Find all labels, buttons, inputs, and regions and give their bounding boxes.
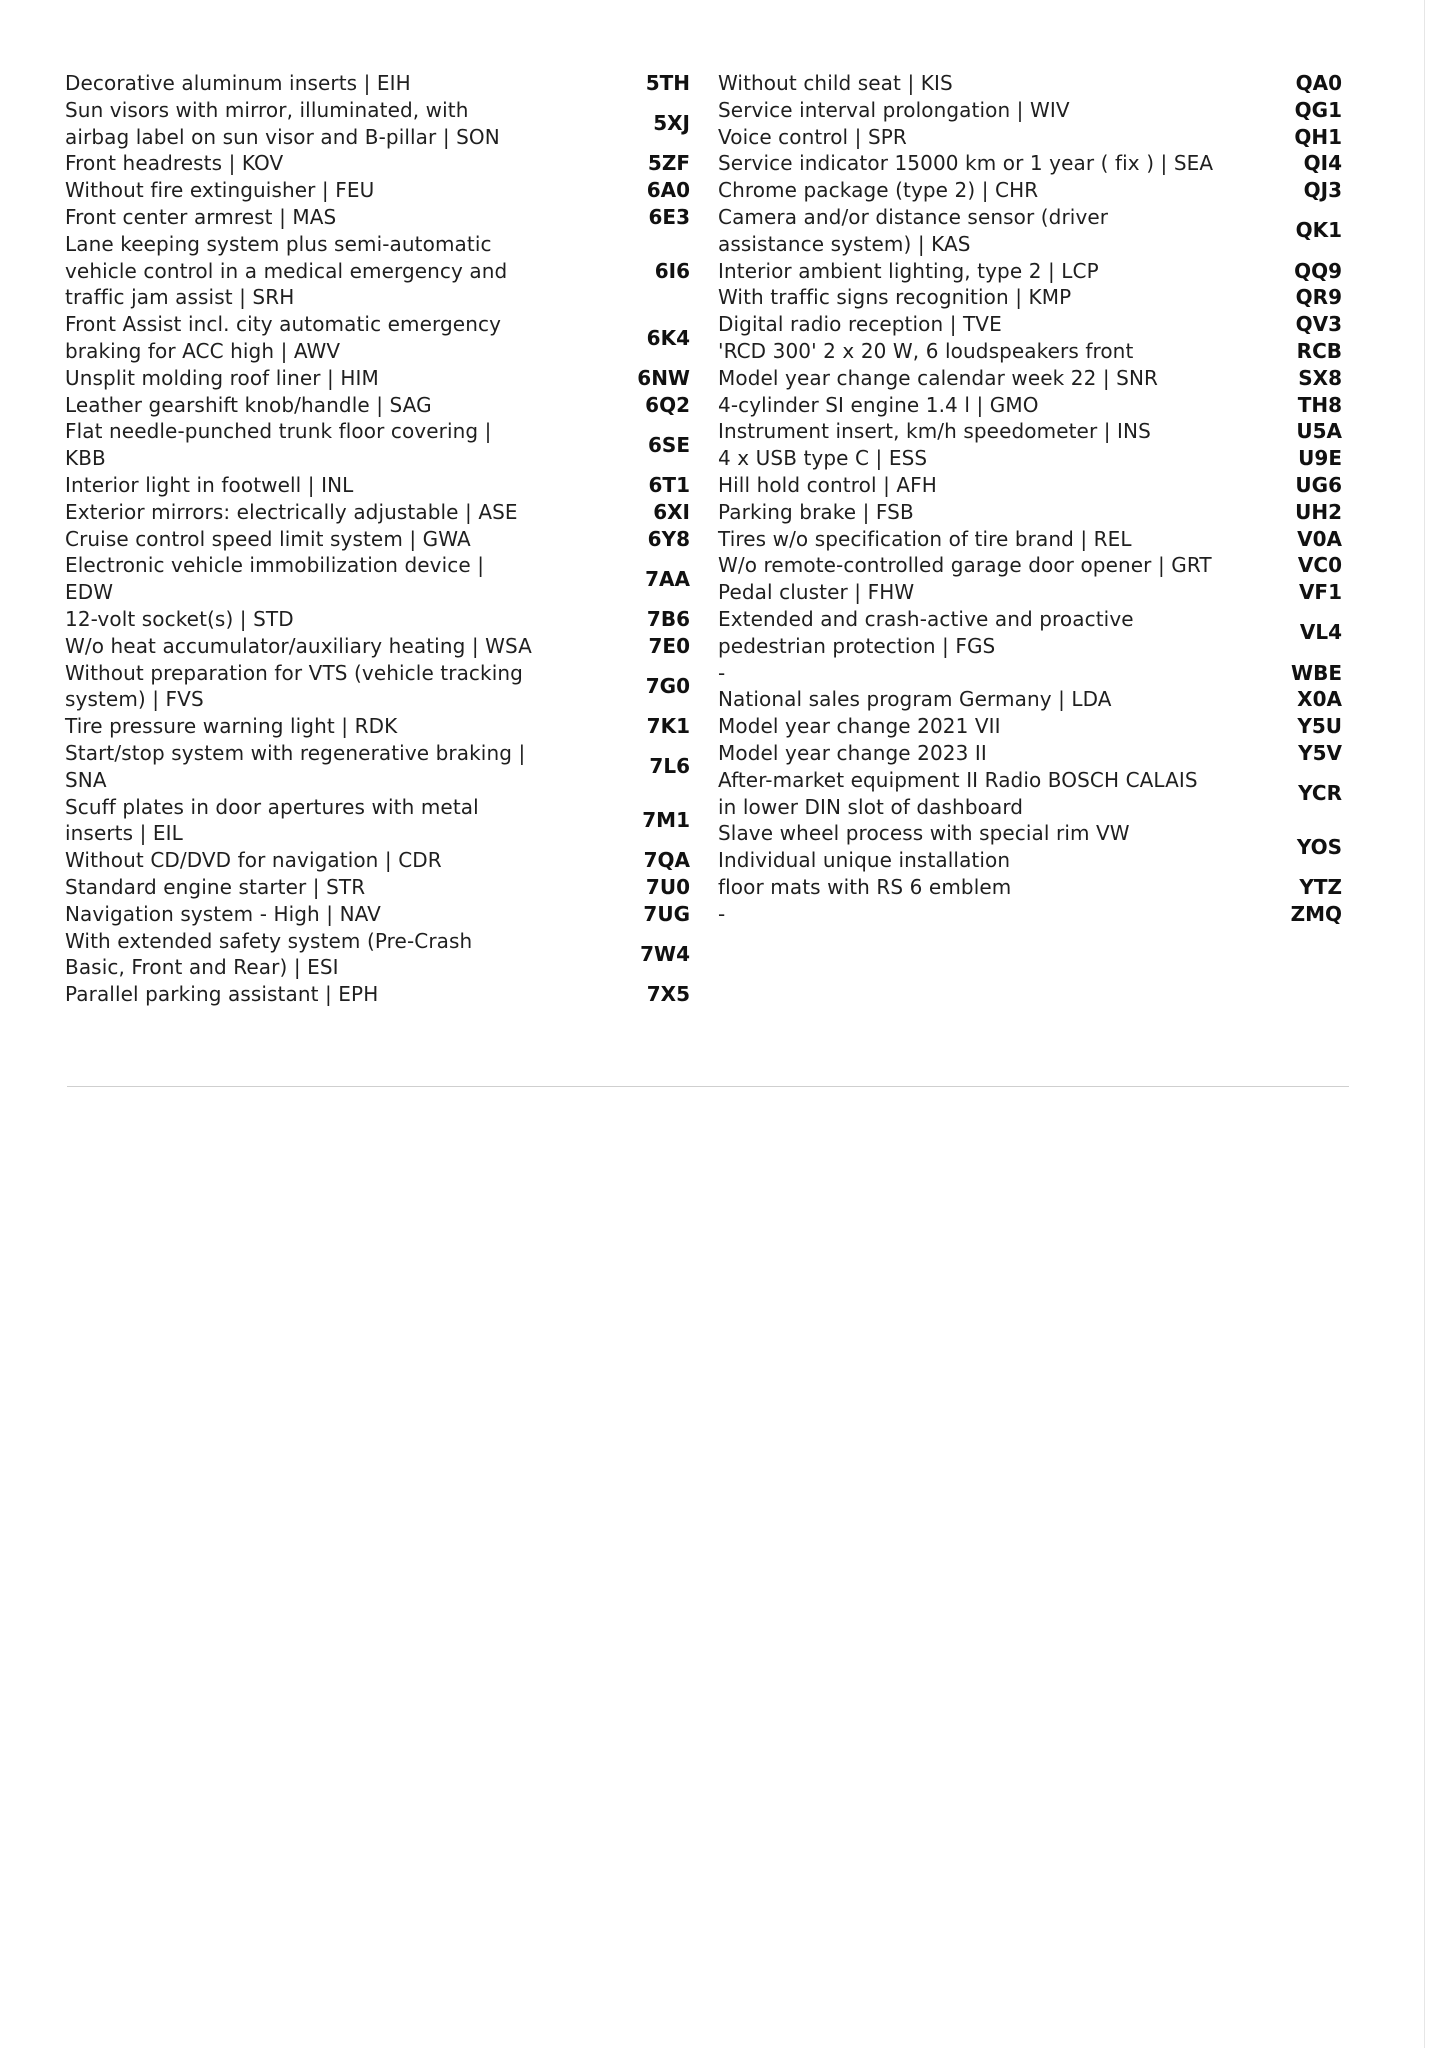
equipment-row (65, 660, 690, 714)
equipment-description: 4 x USB type C | ESS (718, 446, 928, 471)
equipment-description: Sun visors with mirror, illuminated, with airbag label on sun visor and B-pillar | SON (65, 97, 500, 149)
equipment-code: 7AA (645, 566, 690, 591)
equipment-row (718, 338, 1342, 365)
equipment-code: 7UG (643, 901, 690, 926)
equipment-code: VL4 (1299, 620, 1342, 645)
equipment-description: W/o heat accumulator/auxiliary heating | WSA (65, 633, 532, 658)
equipment-description: Camera and/or distance sensor (driver assistance system) | KAS (718, 204, 1109, 256)
equipment-description: Tire pressure warning light | RDK (65, 714, 398, 739)
equipment-description: - (718, 660, 726, 685)
equipment-code: Y5V (1298, 740, 1342, 765)
equipment-row (65, 981, 690, 1008)
equipment-row (718, 874, 1342, 901)
equipment-row (65, 552, 690, 606)
equipment-code: QH1 (1294, 124, 1342, 149)
equipment-row (718, 740, 1342, 767)
equipment-row (718, 365, 1342, 392)
equipment-row (65, 70, 690, 97)
equipment-code: 7X5 (646, 982, 690, 1007)
equipment-code: 6SE (648, 432, 690, 457)
equipment-row (718, 606, 1342, 660)
equipment-row (718, 177, 1342, 204)
equipment-code: 7G0 (645, 673, 690, 698)
equipment-description: floor mats with RS 6 emblem (718, 874, 1012, 899)
equipment-description: Model year change 2023 II (718, 740, 987, 765)
equipment-row (718, 526, 1342, 553)
equipment-description: After-market equipment II Radio BOSCH CALAIS in lower DIN slot of dashboard (718, 767, 1198, 819)
equipment-description: Leather gearshift knob/handle | SAG (65, 392, 432, 417)
equipment-row (718, 97, 1342, 124)
equipment-code: 7QA (643, 848, 690, 873)
equipment-code: 6I6 (654, 258, 690, 283)
equipment-row (718, 579, 1342, 606)
equipment-code: QA0 (1295, 71, 1342, 95)
equipment-description: Interior ambient lighting, type 2 | LCP (718, 258, 1099, 283)
equipment-row (65, 526, 690, 553)
equipment-description: Flat needle-punched trunk floor covering | KBB (65, 419, 492, 471)
equipment-row (718, 499, 1342, 526)
equipment-code: Y5U (1297, 714, 1342, 739)
equipment-code: UH2 (1295, 499, 1342, 524)
equipment-description: Model year change calendar week 22 | SNR (718, 365, 1159, 390)
equipment-code: 5TH (645, 71, 690, 95)
equipment-description: Electronic vehicle immobilization device | EDW (65, 553, 485, 605)
equipment-row (65, 472, 690, 499)
equipment-code: X0A (1297, 687, 1342, 712)
equipment-description: Chrome package (type 2) | CHR (718, 178, 1039, 203)
equipment-code: YOS (1296, 834, 1342, 859)
equipment-row (718, 124, 1342, 151)
equipment-code: VF1 (1298, 580, 1342, 605)
equipment-code: QR9 (1295, 285, 1342, 310)
equipment-code: 5XJ (653, 111, 690, 136)
equipment-description: Voice control | SPR (718, 124, 907, 149)
equipment-code: 6E3 (648, 204, 690, 229)
equipment-description: With traffic signs recognition | KMP (718, 285, 1072, 310)
equipment-description: Scuff plates in door apertures with metal inserts | EIL (65, 794, 479, 846)
equipment-row (718, 445, 1342, 472)
equipment-row (718, 258, 1342, 285)
equipment-row (718, 767, 1342, 821)
equipment-row (718, 70, 1342, 97)
equipment-row (65, 365, 690, 392)
equipment-code: 6Y8 (647, 526, 690, 551)
equipment-row (718, 392, 1342, 419)
equipment-description: Without preparation for VTS (vehicle tracking system) | FVS (65, 660, 523, 712)
equipment-row (718, 686, 1342, 713)
left-equipment-column (65, 70, 690, 1008)
equipment-description: - (718, 901, 726, 926)
equipment-row (65, 633, 690, 660)
equipment-description: 'RCD 300' 2 x 20 W, 6 loudspeakers front (718, 338, 1134, 363)
equipment-row (65, 713, 690, 740)
equipment-description: 12-volt socket(s) | STD (65, 606, 294, 631)
equipment-code: UG6 (1295, 472, 1342, 497)
equipment-description: Without fire extinguisher | FEU (65, 178, 375, 203)
equipment-row (718, 660, 1342, 687)
equipment-description: Navigation system - High | NAV (65, 901, 381, 926)
equipment-description: Unsplit molding roof liner | HIM (65, 365, 379, 390)
page-edge-line (1424, 0, 1425, 2048)
equipment-row (718, 901, 1342, 928)
equipment-description: Tires w/o specification of tire brand | REL (718, 526, 1132, 551)
equipment-code: VC0 (1297, 553, 1342, 578)
equipment-code: 7L6 (649, 754, 690, 779)
equipment-row (65, 928, 690, 982)
equipment-code: 7W4 (640, 941, 690, 966)
equipment-description: Cruise control speed limit system | GWA (65, 526, 471, 551)
equipment-row (718, 204, 1342, 258)
equipment-row (65, 150, 690, 177)
equipment-row (65, 97, 690, 151)
equipment-code: 7K1 (646, 714, 690, 739)
equipment-code: QG1 (1294, 97, 1342, 122)
equipment-description: Hill hold control | AFH (718, 472, 937, 497)
equipment-code: ZMQ (1290, 901, 1342, 926)
equipment-code: 6NW (637, 365, 690, 390)
equipment-description: With extended safety system (Pre-Crash Basic, Front and Rear) | ESI (65, 928, 473, 980)
equipment-code: 7M1 (642, 807, 690, 832)
equipment-row (65, 874, 690, 901)
equipment-row (65, 499, 690, 526)
equipment-description: W/o remote-controlled garage door opener | GRT (718, 553, 1212, 578)
equipment-description: Extended and crash-active and proactive pedestrian protection | FGS (718, 606, 1134, 658)
equipment-description: Decorative aluminum inserts | EIH (65, 71, 411, 95)
equipment-row (718, 418, 1342, 445)
equipment-description: Parallel parking assistant | EPH (65, 982, 379, 1007)
equipment-code: YTZ (1299, 874, 1342, 899)
equipment-code: QJ3 (1303, 178, 1342, 203)
equipment-description: Front headrests | KOV (65, 151, 284, 176)
equipment-description: 4-cylinder SI engine 1.4 l | GMO (718, 392, 1039, 417)
equipment-description: Exterior mirrors: electrically adjustable | ASE (65, 499, 518, 524)
equipment-code: YCR (1298, 781, 1342, 806)
equipment-row (65, 392, 690, 419)
equipment-description: Without child seat | KIS (718, 71, 953, 95)
equipment-description: Without CD/DVD for navigation | CDR (65, 848, 442, 873)
equipment-row (65, 901, 690, 928)
equipment-description: Model year change 2021 VII (718, 714, 1001, 739)
equipment-code: 6K4 (646, 325, 690, 350)
equipment-row (65, 177, 690, 204)
equipment-description: Parking brake | FSB (718, 499, 914, 524)
equipment-description: Front center armrest | MAS (65, 204, 337, 229)
equipment-code: 7B6 (646, 606, 690, 631)
equipment-row (65, 606, 690, 633)
equipment-code: SX8 (1298, 365, 1342, 390)
equipment-code: V0A (1297, 526, 1342, 551)
equipment-row (65, 204, 690, 231)
equipment-code: 6T1 (648, 472, 690, 497)
equipment-row (718, 552, 1342, 579)
equipment-code: QQ9 (1294, 258, 1342, 283)
equipment-row (65, 311, 690, 365)
equipment-code: QI4 (1303, 151, 1342, 176)
right-equipment-column (718, 70, 1342, 928)
equipment-row (718, 284, 1342, 311)
equipment-row (718, 713, 1342, 740)
equipment-row (718, 472, 1342, 499)
equipment-description: Digital radio reception | TVE (718, 312, 1002, 337)
equipment-code: U9E (1298, 446, 1342, 471)
equipment-description: Pedal cluster | FHW (718, 580, 915, 605)
equipment-description: National sales program Germany | LDA (718, 687, 1112, 712)
equipment-row (65, 847, 690, 874)
equipment-code: 5ZF (647, 151, 690, 176)
equipment-description: Standard engine starter | STR (65, 874, 366, 899)
equipment-description: Instrument insert, km/h speedometer | INS (718, 419, 1151, 444)
equipment-code: 6Q2 (645, 392, 690, 417)
equipment-code: 6A0 (646, 178, 690, 203)
equipment-description: Service interval prolongation | WIV (718, 97, 1070, 122)
equipment-row (718, 150, 1342, 177)
equipment-code: RCB (1296, 338, 1342, 363)
equipment-row (65, 231, 690, 311)
equipment-code: 7E0 (648, 633, 690, 658)
equipment-row (65, 418, 690, 472)
equipment-code: WBE (1291, 660, 1342, 685)
equipment-code: 7U0 (645, 874, 690, 899)
equipment-description: Lane keeping system plus semi-automatic vehicle control in a medical emergency and traffic jam assist | SRH (65, 231, 508, 310)
equipment-code: QV3 (1295, 312, 1342, 337)
equipment-code: TH8 (1297, 392, 1342, 417)
equipment-description: Front Assist incl. city automatic emergency braking for ACC high | AWV (65, 312, 501, 363)
equipment-code: QK1 (1295, 218, 1342, 243)
equipment-row (718, 311, 1342, 338)
equipment-description: Interior light in footwell | INL (65, 472, 354, 497)
equipment-description: Service indicator 15000 km or 1 year ( fix ) | SEA (718, 151, 1214, 176)
equipment-description: Start/stop system with regenerative braking | SNA (65, 740, 526, 792)
equipment-code: U5A (1296, 419, 1342, 444)
equipment-row (65, 794, 690, 848)
equipment-row (718, 820, 1342, 874)
equipment-description: Slave wheel process with special rim VW Individual unique installation (718, 821, 1130, 873)
equipment-row (65, 740, 690, 794)
section-divider (67, 1086, 1349, 1087)
equipment-code: 6XI (653, 499, 690, 524)
